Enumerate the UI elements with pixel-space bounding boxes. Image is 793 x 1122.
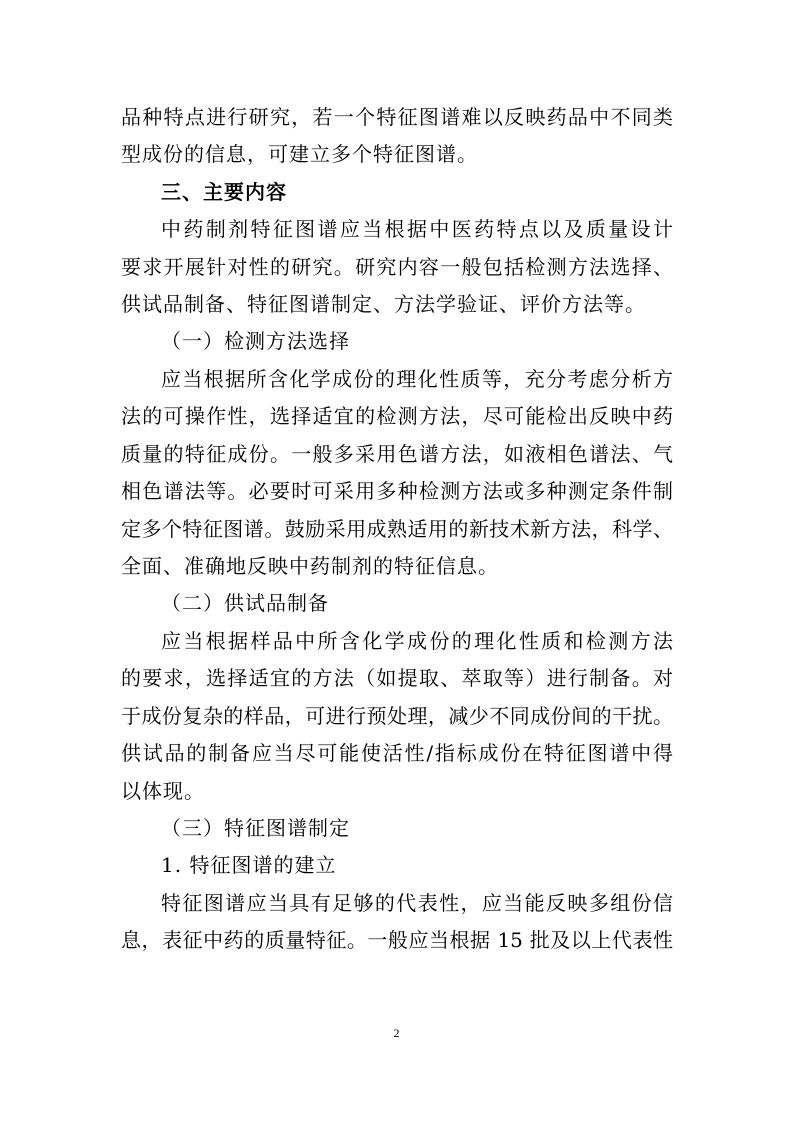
body-text-line: 型成份的信息，可建立多个特征图谱。 — [121, 142, 478, 166]
body-text-line: 供试品制备、特征图谱制定、方法学验证、评价方法等。 — [121, 292, 646, 316]
body-text-line: 定多个特征图谱。鼓励采用成熟适用的新技术新方法，科学、 — [121, 517, 673, 541]
numbered-heading: 1. 特征图谱的建立 — [161, 853, 337, 877]
body-text-line: 应当根据所含化学成份的理化性质等，充分考虑分析方 — [161, 367, 673, 391]
page-number: 2 — [393, 1026, 400, 1040]
body-text-line: 全面、准确地反映中药制剂的特征信息。 — [121, 554, 499, 578]
body-text-line: 法的可操作性，选择适宜的检测方法，尽可能检出反映中药 — [121, 404, 673, 428]
body-text-line: 的要求，选择适宜的方法（如提取、萃取等）进行制备。对 — [121, 666, 673, 690]
body-text-line: 相色谱法等。必要时可采用多种检测方法或多种测定条件制 — [121, 479, 673, 503]
body-text-line: 于成份复杂的样品，可进行预处理，减少不同成份间的干扰。 — [121, 704, 673, 728]
subsection-heading: （一）检测方法选择 — [161, 329, 350, 353]
body-text-line: 质量的特征成份。一般多采用色谱方法，如液相色谱法、气 — [121, 442, 673, 466]
section-heading: 三、主要内容 — [161, 180, 287, 204]
body-text-line: 以体现。 — [121, 779, 205, 803]
body-text-line: 息，表征中药的质量特征。一般应当根据 15 批及以上代表性 — [121, 928, 673, 952]
subsection-heading: （三）特征图谱制定 — [161, 816, 350, 840]
body-text-line: 品种特点进行研究，若一个特征图谱难以反映药品中不同类 — [121, 105, 673, 129]
body-text-line: 要求开展针对性的研究。研究内容一般包括检测方法选择、 — [121, 255, 673, 279]
body-text-line: 特征图谱应当具有足够的代表性，应当能反映多组份信 — [161, 891, 673, 915]
body-text-line: 供试品的制备应当尽可能使活性/指标成份在特征图谱中得 — [121, 741, 673, 765]
body-text-line: 中药制剂特征图谱应当根据中医药特点以及质量设计 — [161, 217, 673, 241]
subsection-heading: （二）供试品制备 — [161, 591, 329, 615]
body-text-line: 应当根据样品中所含化学成份的理化性质和检测方法 — [161, 629, 673, 653]
